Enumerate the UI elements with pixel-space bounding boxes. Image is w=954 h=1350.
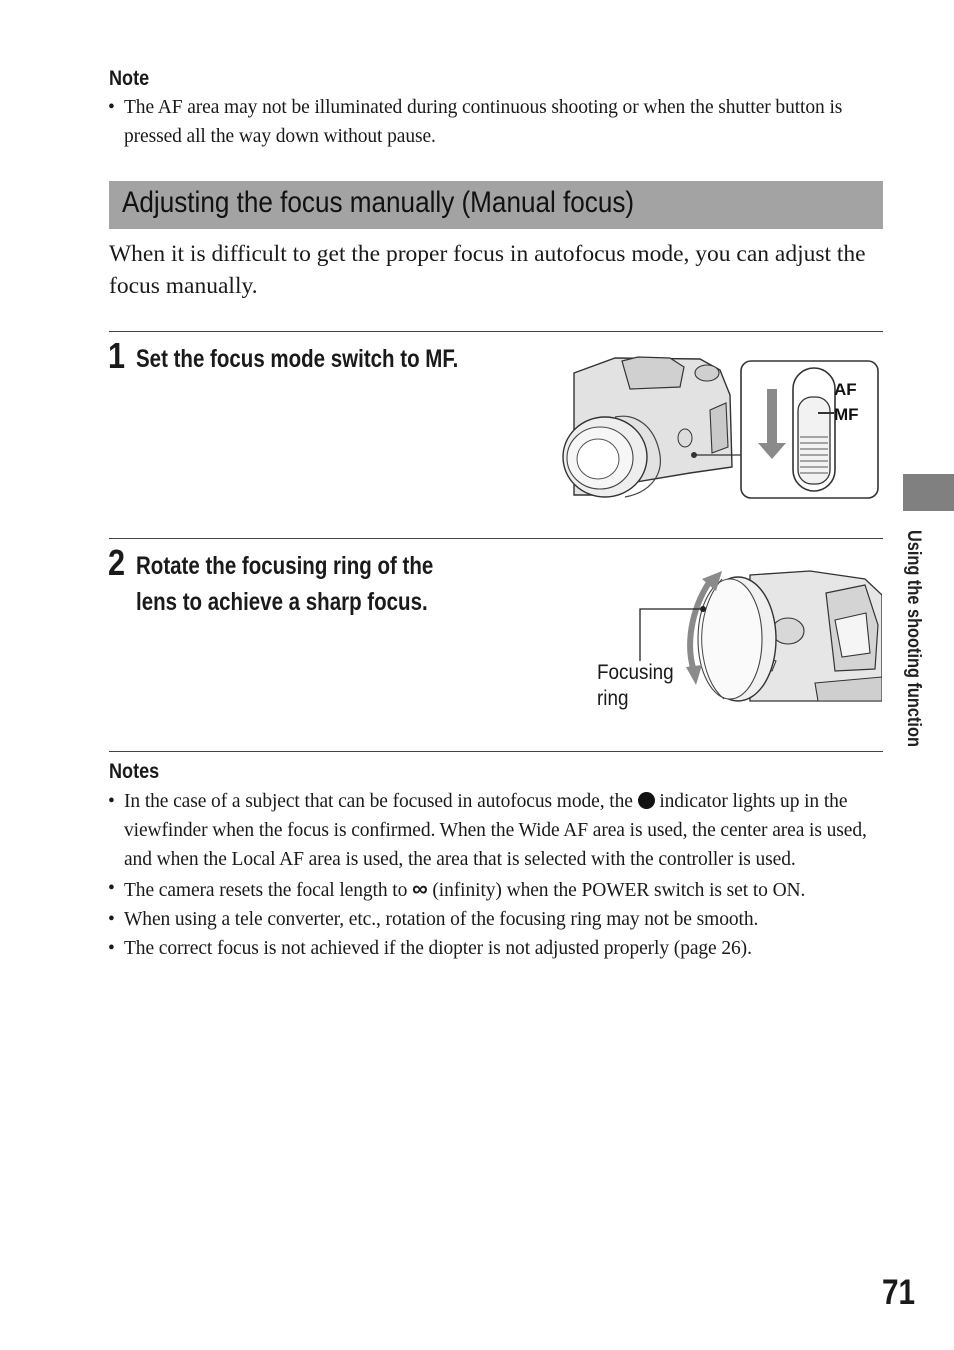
step-2-line: Rotate the focusing ring of the (136, 552, 434, 580)
section-header (109, 181, 883, 229)
chapter-tab-label: Using the shooting function (903, 530, 924, 747)
notes-item-text: In the case of a subject that can be focused in autofocus mode, the (124, 791, 633, 812)
step-1-text (136, 341, 458, 377)
notes-item (108, 874, 883, 905)
notes-item-text: indicator lights up in the viewfinder when the focus is confirmed. When the Wide AF area is used, the center area is used, and when the Local AF area is used, the area that is selected with the controller is used. (124, 791, 867, 870)
chapter-tab-marker (903, 474, 954, 511)
section-title: Adjusting the focus manually (Manual focus) (122, 186, 635, 219)
note-list (108, 93, 883, 151)
step-1-divider (109, 331, 883, 332)
step-2-number: 2 (108, 542, 126, 583)
notes-item (108, 787, 883, 874)
focusing-ring-label-line: ring (597, 687, 629, 710)
notes-divider (109, 751, 883, 752)
step-2-text (136, 548, 433, 620)
page-number: 71 (882, 1273, 916, 1312)
switch-label-mf: MF (834, 405, 859, 424)
notes-heading: Notes (109, 760, 160, 783)
notes-list (108, 787, 883, 963)
note-heading: Note (109, 67, 150, 90)
focusing-ring-label (597, 660, 674, 712)
notes-item-text: The camera resets the focal length to (124, 880, 408, 901)
notes-item: • The correct focus is not achieved if the diopter is not adjusted properly (page 26). (108, 934, 883, 963)
note-item: • The AF area may not be illuminated during continuous shooting or when the shutter button is pressed all the way down without pause. (108, 93, 883, 151)
step-2-line: lens to achieve a sharp focus. (136, 588, 428, 616)
step-1-line: Set the focus mode switch to MF. (136, 345, 459, 373)
section-intro: When it is difficult to get the proper focus in autofocus mode, you can adjust the focus manually. (109, 241, 866, 299)
step-2-divider (109, 538, 883, 539)
camera-focus-switch-illustration (560, 355, 882, 503)
infinity-icon: ∞ (412, 876, 428, 901)
focusing-ring-label-line: Focusing (597, 661, 674, 684)
switch-label-af: AF (834, 380, 857, 399)
focus-indicator-icon (638, 792, 655, 809)
notes-item: • When using a tele converter, etc., rotation of the focusing ring may not be smooth. (108, 905, 883, 934)
step-1-number: 1 (108, 335, 126, 376)
notes-item-text: (infinity) when the POWER switch is set to ON. (432, 880, 806, 901)
